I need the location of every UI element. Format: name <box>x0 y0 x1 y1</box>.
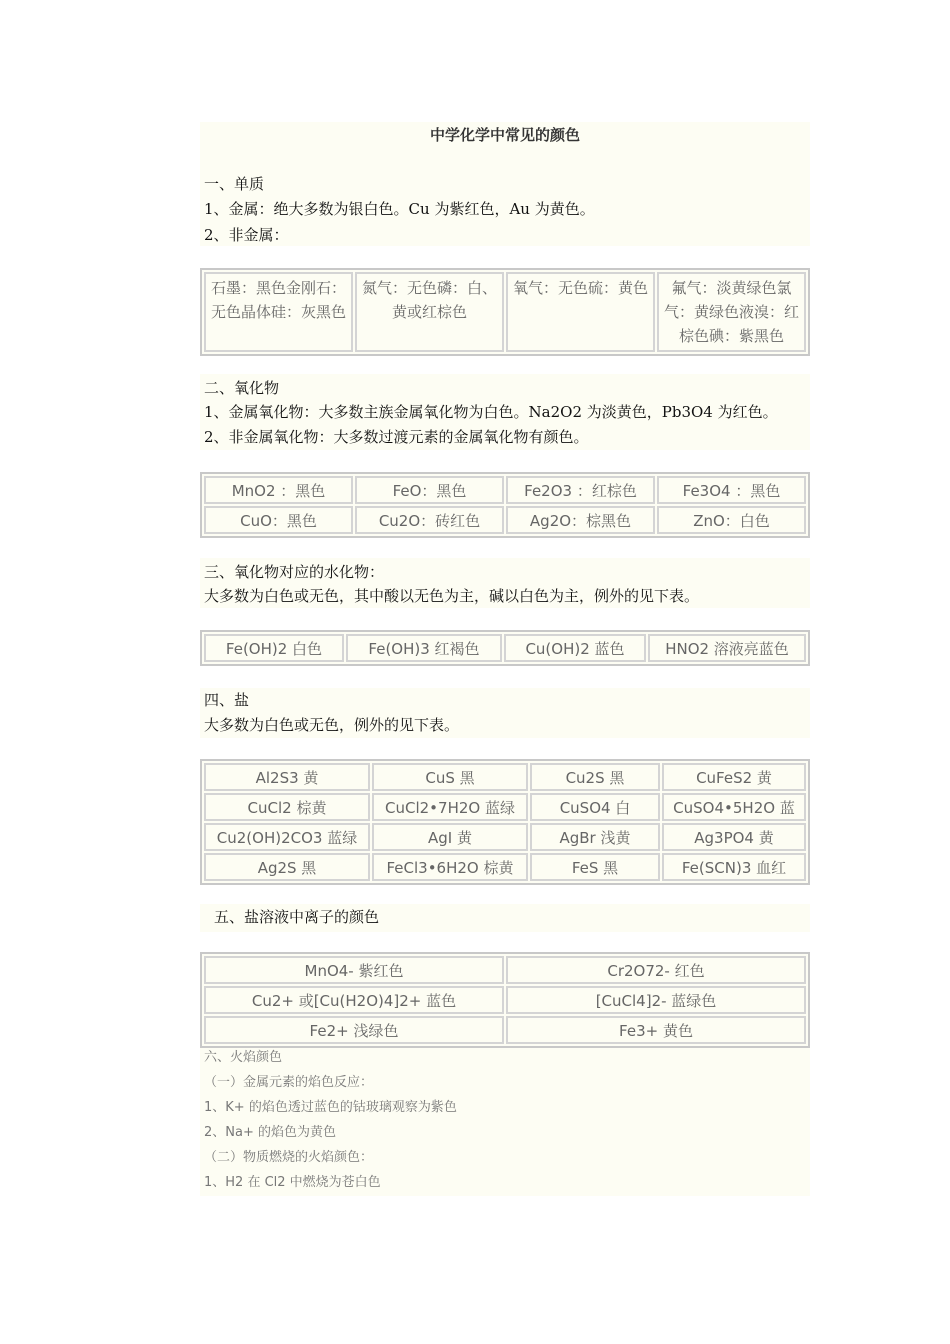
section-2-paragraph-1: 1、金属氧化物：大多数主族金属氧化物为白色。Na2O2 为淡黄色，Pb3O4 为红色。 <box>204 403 778 421</box>
table-cell: Fe2O3 ：红棕色 <box>506 476 655 504</box>
table-cell: Al2S3 黄 <box>204 763 370 791</box>
hydroxide-color-table <box>200 630 810 666</box>
table-cell: FeO：黑色 <box>355 476 504 504</box>
table-cell: FeCl3•6H2O 棕黄 <box>372 853 528 881</box>
table-cell: MnO2 ：黑色 <box>204 476 353 504</box>
table-cell: Ag3PO4 黄 <box>662 823 806 851</box>
table-cell: ZnO：白色 <box>657 506 806 534</box>
table-cell: 氧气：无色硫：黄色 <box>506 272 655 352</box>
section-3-paragraph-1: 大多数为白色或无色，其中酸以无色为主，碱以白色为主，例外的见下表。 <box>204 587 700 605</box>
table-cell: CuCl2•7H2O 蓝绿 <box>372 793 528 821</box>
section-3-heading: 三、氧化物对应的水化物： <box>204 563 385 581</box>
section-5-heading: 五、盐溶液中离子的颜色 <box>214 908 380 926</box>
section-6-subheading-2: （二）物质燃烧的火焰颜色： <box>204 1150 374 1165</box>
table-cell: AgI 黄 <box>372 823 528 851</box>
table-cell: 石墨：黑色金刚石：无色晶体硅：灰黑色 <box>204 272 353 352</box>
table-row <box>204 986 806 1014</box>
section-6-heading: 六、火焰颜色 <box>204 1050 283 1065</box>
table-cell: MnO4- 紫红色 <box>204 956 504 984</box>
table-cell: [CuCl4]2- 蓝绿色 <box>506 986 806 1014</box>
section-6-subheading-1: （一）金属元素的焰色反应： <box>204 1075 374 1090</box>
section-1-paragraph-2: 2、非金属： <box>204 226 289 244</box>
nonmetal-color-table <box>200 268 810 356</box>
salt-color-table <box>200 759 810 885</box>
table-row <box>204 634 806 662</box>
table-row <box>204 1016 806 1044</box>
table-row <box>204 823 806 851</box>
section-6-line-2: 2、Na+ 的焰色为黄色 <box>204 1125 336 1140</box>
section-6-line-3: 1、H2 在 Cl2 中燃烧为苍白色 <box>204 1175 381 1190</box>
table-cell: Fe(OH)2 白色 <box>204 634 344 662</box>
table-row <box>204 956 806 984</box>
table-row <box>204 506 806 534</box>
section-1-heading: 一、单质 <box>204 175 265 193</box>
table-cell: CuSO4•5H2O 蓝 <box>662 793 806 821</box>
table-cell: CuFeS2 黄 <box>662 763 806 791</box>
section-2-paragraph-2: 2、非金属氧化物：大多数过渡元素的金属氧化物有颜色。 <box>204 428 589 446</box>
table-row <box>204 793 806 821</box>
table-cell: 氟气：淡黄绿色氯气：黄绿色液溴：红棕色碘：紫黑色 <box>657 272 806 352</box>
table-row <box>204 853 806 881</box>
table-cell: CuSO4 白 <box>530 793 660 821</box>
table-row <box>204 763 806 791</box>
table-cell: Fe3+ 黄色 <box>506 1016 806 1044</box>
table-cell: FeS 黑 <box>530 853 660 881</box>
table-cell: Fe(SCN)3 血红 <box>662 853 806 881</box>
table-cell: Ag2O：棕黑色 <box>506 506 655 534</box>
ion-color-table <box>200 952 810 1048</box>
table-cell: AgBr 浅黄 <box>530 823 660 851</box>
section-6-line-1: 1、K+ 的焰色透过蓝色的钴玻璃观察为紫色 <box>204 1100 457 1115</box>
section-2-heading: 二、氧化物 <box>204 379 280 397</box>
table-cell: Cu2(OH)2CO3 蓝绿 <box>204 823 370 851</box>
table-cell: Cr2O72- 红色 <box>506 956 806 984</box>
table-cell: Cu2+ 或[Cu(H2O)4]2+ 蓝色 <box>204 986 504 1014</box>
section-4-paragraph-1: 大多数为白色或无色，例外的见下表。 <box>204 716 460 734</box>
table-cell: CuCl2 棕黄 <box>204 793 370 821</box>
table-cell: Fe2+ 浅绿色 <box>204 1016 504 1044</box>
table-cell: CuS 黑 <box>372 763 528 791</box>
table-cell: Cu2S 黑 <box>530 763 660 791</box>
section-1-paragraph-1: 1、金属：绝大多数为银白色。Cu 为紫红色，Au 为黄色。 <box>204 200 595 218</box>
page-title: 中学化学中常见的颜色 <box>429 126 580 144</box>
table-cell: Cu2O：砖红色 <box>355 506 504 534</box>
table-cell: Fe3O4 ：黑色 <box>657 476 806 504</box>
table-cell: Ag2S 黑 <box>204 853 370 881</box>
table-row <box>204 476 806 504</box>
table-cell: Cu(OH)2 蓝色 <box>504 634 646 662</box>
table-cell: Fe(OH)3 红褐色 <box>346 634 502 662</box>
table-cell: 氮气：无色磷：白、黄或红棕色 <box>355 272 504 352</box>
oxide-color-table <box>200 472 810 538</box>
section-4-heading: 四、盐 <box>204 691 250 709</box>
table-cell: HNO2 溶液亮蓝色 <box>648 634 806 662</box>
table-cell: CuO：黑色 <box>204 506 353 534</box>
